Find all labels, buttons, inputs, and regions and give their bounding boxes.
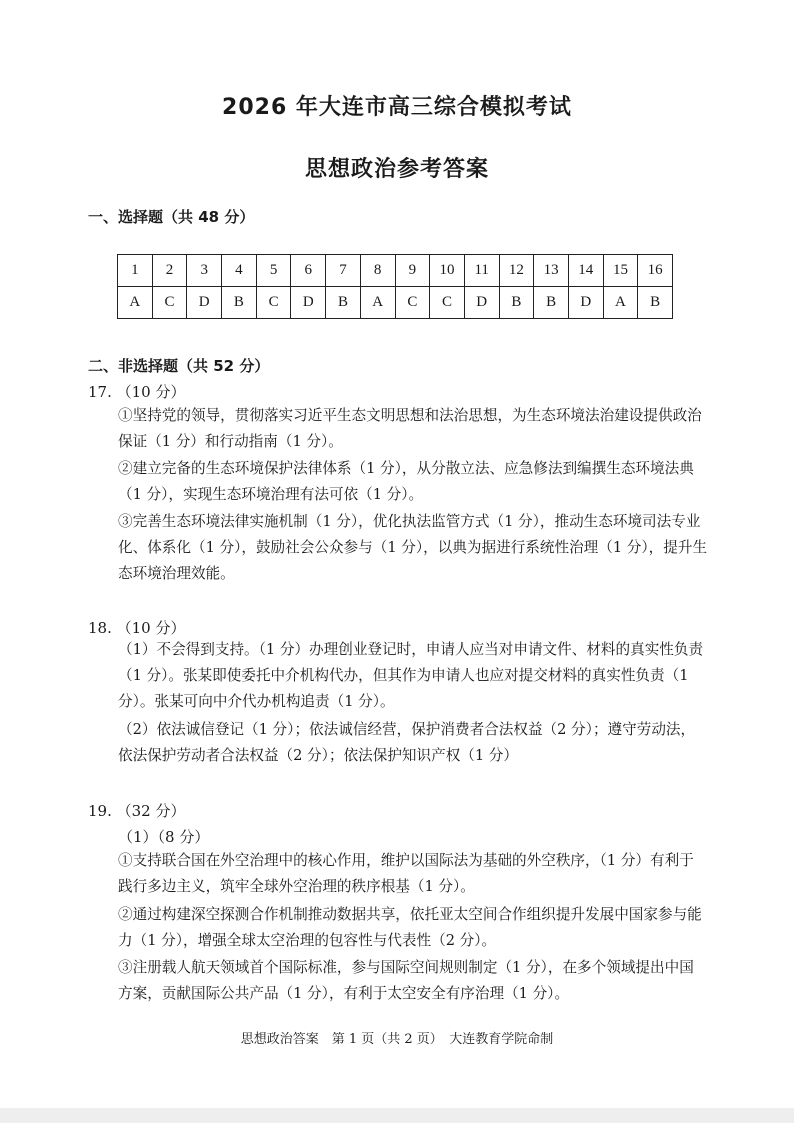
answer-subtitle: 思想政治参考答案 [304,157,489,182]
question-number-cell: 10 [430,255,465,287]
answer-cell: B [222,287,257,319]
q17-header: 17. （10 分） [88,383,186,401]
exam-title: 2026 年大连市高三综合模拟考试 [222,95,572,120]
choice-answer-table [117,254,673,319]
q19-point-2: ②通过构建深空探测合作机制推动数据共享，依托亚太空间合作组织提升发展中国家参与能力（1 分），增强全球太空治理的包容性与代表性（2 分）。 [118,906,702,949]
q18-header: 18. （10 分） [88,619,186,637]
question-number-cell: 12 [499,255,534,287]
question-number-cell: 3 [187,255,222,287]
question-number-cell: 2 [152,255,187,287]
q19-point-1: ①支持联合国在外空治理中的核心作用，维护以国际法为基础的外空秩序，（1 分）有利于践行多边主义，筑牢全球外空治理的秩序根基（1 分）。 [118,852,694,895]
question-number-cell: 6 [291,255,326,287]
q17-point-2: ②建立完备的生态环境保护法律体系（1 分），从分散立法、应急修法到编撰生态环境法典（1 分），实现生态环境治理有法可依（1 分）。 [118,460,694,503]
q19-sub-header: （1）（8 分） [118,828,210,846]
question-number-cell: 14 [568,255,603,287]
question-number-cell: 7 [326,255,361,287]
question-number-cell: 8 [360,255,395,287]
section1-heading: 一、选择题（共 48 分） [88,208,255,226]
answer-cell: D [464,287,499,319]
q19-point-3: ③注册载人航天领域首个国际标准，参与国际空间规则制定（1 分），在多个领域提出中国方案，贡献国际公共产品（1 分），有利于太空安全有序治理（1 分）。 [118,959,694,1002]
answer-cell: A [603,287,638,319]
answer-cell: B [534,287,569,319]
answer-cell: C [395,287,430,319]
q18-part-2: （2）依法诚信登记（1 分）；依法诚信经营，保护消费者合法权益（2 分）；遵守劳动法，依法保护劳动者合法权益（2 分）；依法保护知识产权（1 分） [118,721,696,764]
q17-point-1: ①坚持党的领导，贯彻落实习近平生态文明思想和法治思想，为生态环境法治建设提供政治保证（1 分）和行动指南（1 分）。 [118,407,702,450]
answer-cell: B [499,287,534,319]
q18-part-1: （1）不会得到支持。（1 分）办理创业登记时，申请人应当对申请文件、材料的真实性负责（1 分）。张某即使委托中介机构代办，但其作为申请人也应对提交材料的真实性负责（1 分）。张某可向中介代办机构追责（1 分）。 [118,641,704,710]
question-number-cell: 4 [222,255,257,287]
answer-cell: C [430,287,465,319]
answer-cell: B [326,287,361,319]
answer-cell: D [291,287,326,319]
q19-header: 19. （32 分） [88,802,186,820]
answer-row [118,287,673,319]
answer-cell: B [638,287,673,319]
question-number-row [118,255,673,287]
q17-point-3: ③完善生态环境法律实施机制（1 分），优化执法监管方式（1 分），推动生态环境司法专业化、体系化（1 分），鼓励社会公众参与（1 分），以典为据进行系统性治理（1 分），提升生态环境治理效能。 [118,513,708,582]
answer-cell: C [152,287,187,319]
question-number-cell: 5 [256,255,291,287]
answer-cell: A [360,287,395,319]
page-footer: 思想政治答案 第 1 页（共 2 页） 大连教育学院命制 [240,1032,554,1047]
answer-cell: A [118,287,153,319]
section2-heading: 二、非选择题（共 52 分） [88,357,270,375]
question-number-cell: 11 [464,255,499,287]
answer-cell: D [568,287,603,319]
answer-cell: C [256,287,291,319]
question-number-cell: 16 [638,255,673,287]
question-number-cell: 1 [118,255,153,287]
viewer-bottom-bar [0,1108,794,1123]
question-number-cell: 15 [603,255,638,287]
question-number-cell: 13 [534,255,569,287]
answer-cell: D [187,287,222,319]
question-number-cell: 9 [395,255,430,287]
